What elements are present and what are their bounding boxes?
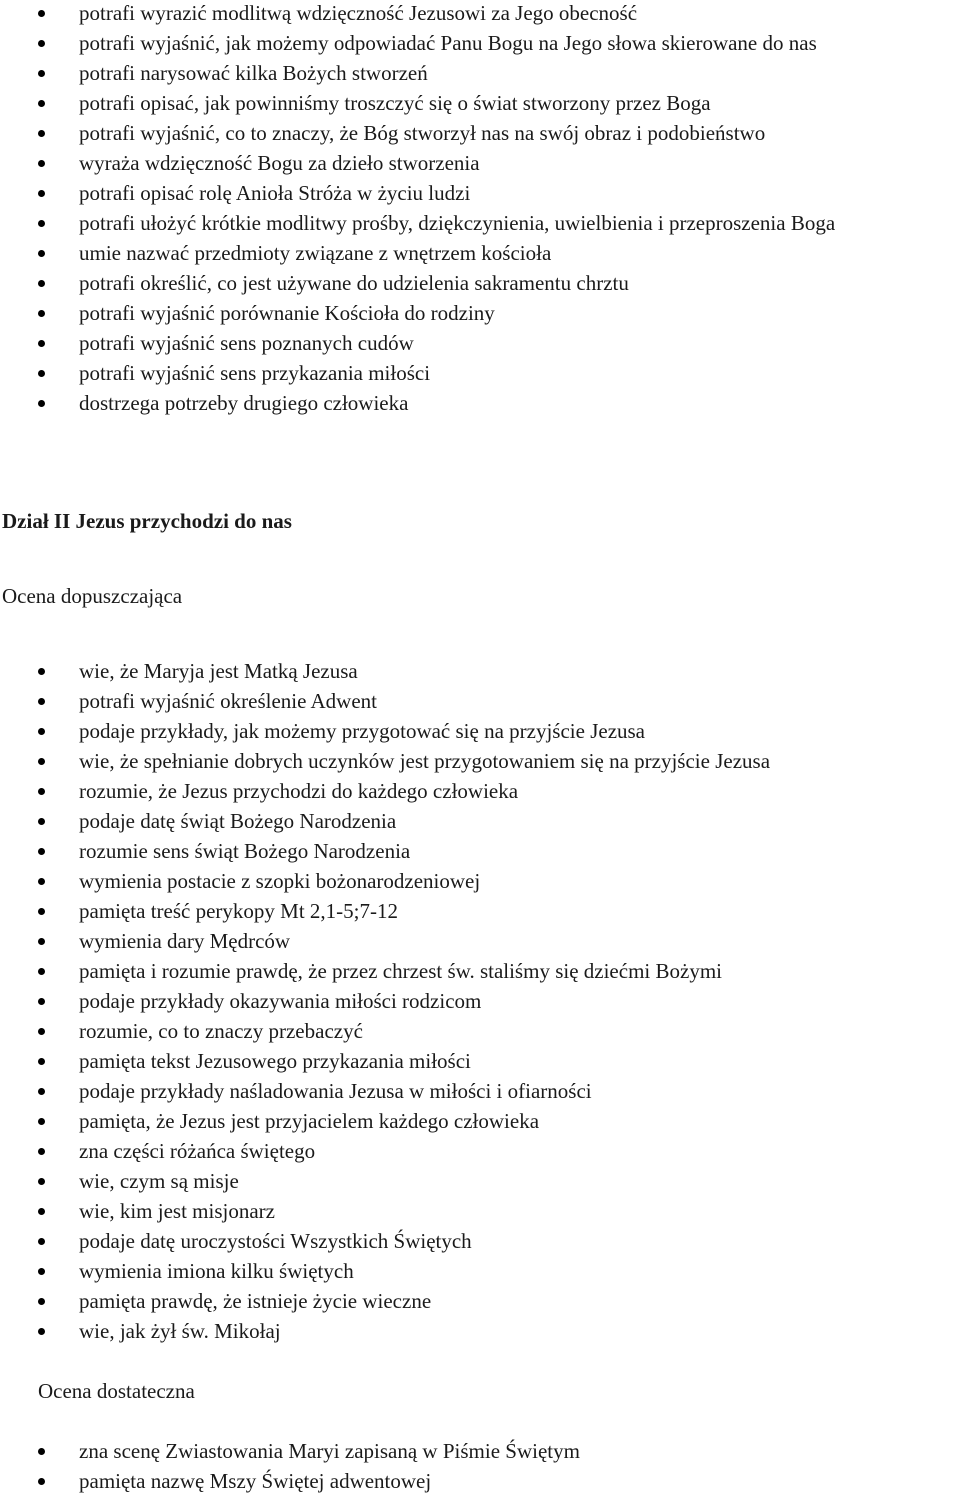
list-item: wie, kim jest misjonarz bbox=[0, 1196, 960, 1226]
grade-heading-dopuszczajaca: Ocena dopuszczająca bbox=[2, 584, 183, 608]
list-item: potrafi opisać, jak powinniśmy troszczyć się o świat stworzony przez Boga bbox=[0, 88, 960, 118]
list-item: podaje przykłady naśladowania Jezusa w miłości i ofiarności bbox=[0, 1076, 960, 1106]
list-item: wie, czym są misje bbox=[0, 1166, 960, 1196]
list-item: podaje przykłady, jak możemy przygotować się na przyjście Jezusa bbox=[0, 716, 960, 746]
list-item: potrafi narysować kilka Bożych stworzeń bbox=[0, 58, 960, 88]
requirements-list-1 bbox=[0, 0, 960, 418]
list-item: wymienia imiona kilku świętych bbox=[0, 1256, 960, 1286]
list-item: potrafi określić, co jest używane do udzielenia sakramentu chrztu bbox=[0, 268, 960, 298]
list-item: pamięta treść perykopy Mt 2,1-5;7-12 bbox=[0, 896, 960, 926]
list-item: potrafi wyjaśnić określenie Adwent bbox=[0, 686, 960, 716]
list-item: potrafi wyjaśnić sens przykazania miłości bbox=[0, 358, 960, 388]
grade-heading-dostateczna: Ocena dostateczna bbox=[38, 1379, 195, 1403]
list-item: pamięta nazwę Mszy Świętej adwentowej bbox=[0, 1466, 960, 1496]
list-item: wymienia postacie z szopki bożonarodzeniowej bbox=[0, 866, 960, 896]
list-item: pamięta, że Jezus jest przyjacielem każdego człowieka bbox=[0, 1106, 960, 1136]
list-item: rozumie, że Jezus przychodzi do każdego człowieka bbox=[0, 776, 960, 806]
section-heading: Dział II Jezus przychodzi do nas bbox=[2, 509, 292, 533]
list-item: podaje datę uroczystości Wszystkich Świętych bbox=[0, 1226, 960, 1256]
list-item: pamięta prawdę, że istnieje życie wieczne bbox=[0, 1286, 960, 1316]
list-item: potrafi wyjaśnić porównanie Kościoła do rodziny bbox=[0, 298, 960, 328]
list-item: umie nazwać przedmioty związane z wnętrzem kościoła bbox=[0, 238, 960, 268]
list-item: wie, że spełnianie dobrych uczynków jest przygotowaniem się na przyjście Jezusa bbox=[0, 746, 960, 776]
list-item: potrafi wyjaśnić, co to znaczy, że Bóg stworzył nas na swój obraz i podobieństwo bbox=[0, 118, 960, 148]
list-item: dostrzega potrzeby drugiego człowieka bbox=[0, 388, 960, 418]
list-item: wie, że Maryja jest Matką Jezusa bbox=[0, 656, 960, 686]
list-item: pamięta tekst Jezusowego przykazania miłości bbox=[0, 1046, 960, 1076]
list-item: potrafi opisać rolę Anioła Stróża w życiu ludzi bbox=[0, 178, 960, 208]
list-item: wymienia dary Mędrców bbox=[0, 926, 960, 956]
list-item: wie, jak żył św. Mikołaj bbox=[0, 1316, 960, 1346]
requirements-list-3 bbox=[0, 1436, 960, 1496]
list-item: podaje przykłady okazywania miłości rodzicom bbox=[0, 986, 960, 1016]
list-item: potrafi wyjaśnić sens poznanych cudów bbox=[0, 328, 960, 358]
list-item: potrafi wyrazić modlitwą wdzięczność Jezusowi za Jego obecność bbox=[0, 0, 960, 28]
list-item: zna scenę Zwiastowania Maryi zapisaną w Piśmie Świętym bbox=[0, 1436, 960, 1466]
list-item: podaje datę świąt Bożego Narodzenia bbox=[0, 806, 960, 836]
requirements-list-2 bbox=[0, 656, 960, 1346]
list-item: potrafi wyjaśnić, jak możemy odpowiadać Panu Bogu na Jego słowa skierowane do nas bbox=[0, 28, 960, 58]
list-item: wyraża wdzięczność Bogu za dzieło stworzenia bbox=[0, 148, 960, 178]
list-item: pamięta i rozumie prawdę, że przez chrzest św. staliśmy się dziećmi Bożymi bbox=[0, 956, 960, 986]
list-item: rozumie sens świąt Bożego Narodzenia bbox=[0, 836, 960, 866]
list-item: potrafi ułożyć krótkie modlitwy prośby, dziękczynienia, uwielbienia i przeproszenia Boga bbox=[0, 208, 960, 238]
list-item: rozumie, co to znaczy przebaczyć bbox=[0, 1016, 960, 1046]
list-item: zna części różańca świętego bbox=[0, 1136, 960, 1166]
